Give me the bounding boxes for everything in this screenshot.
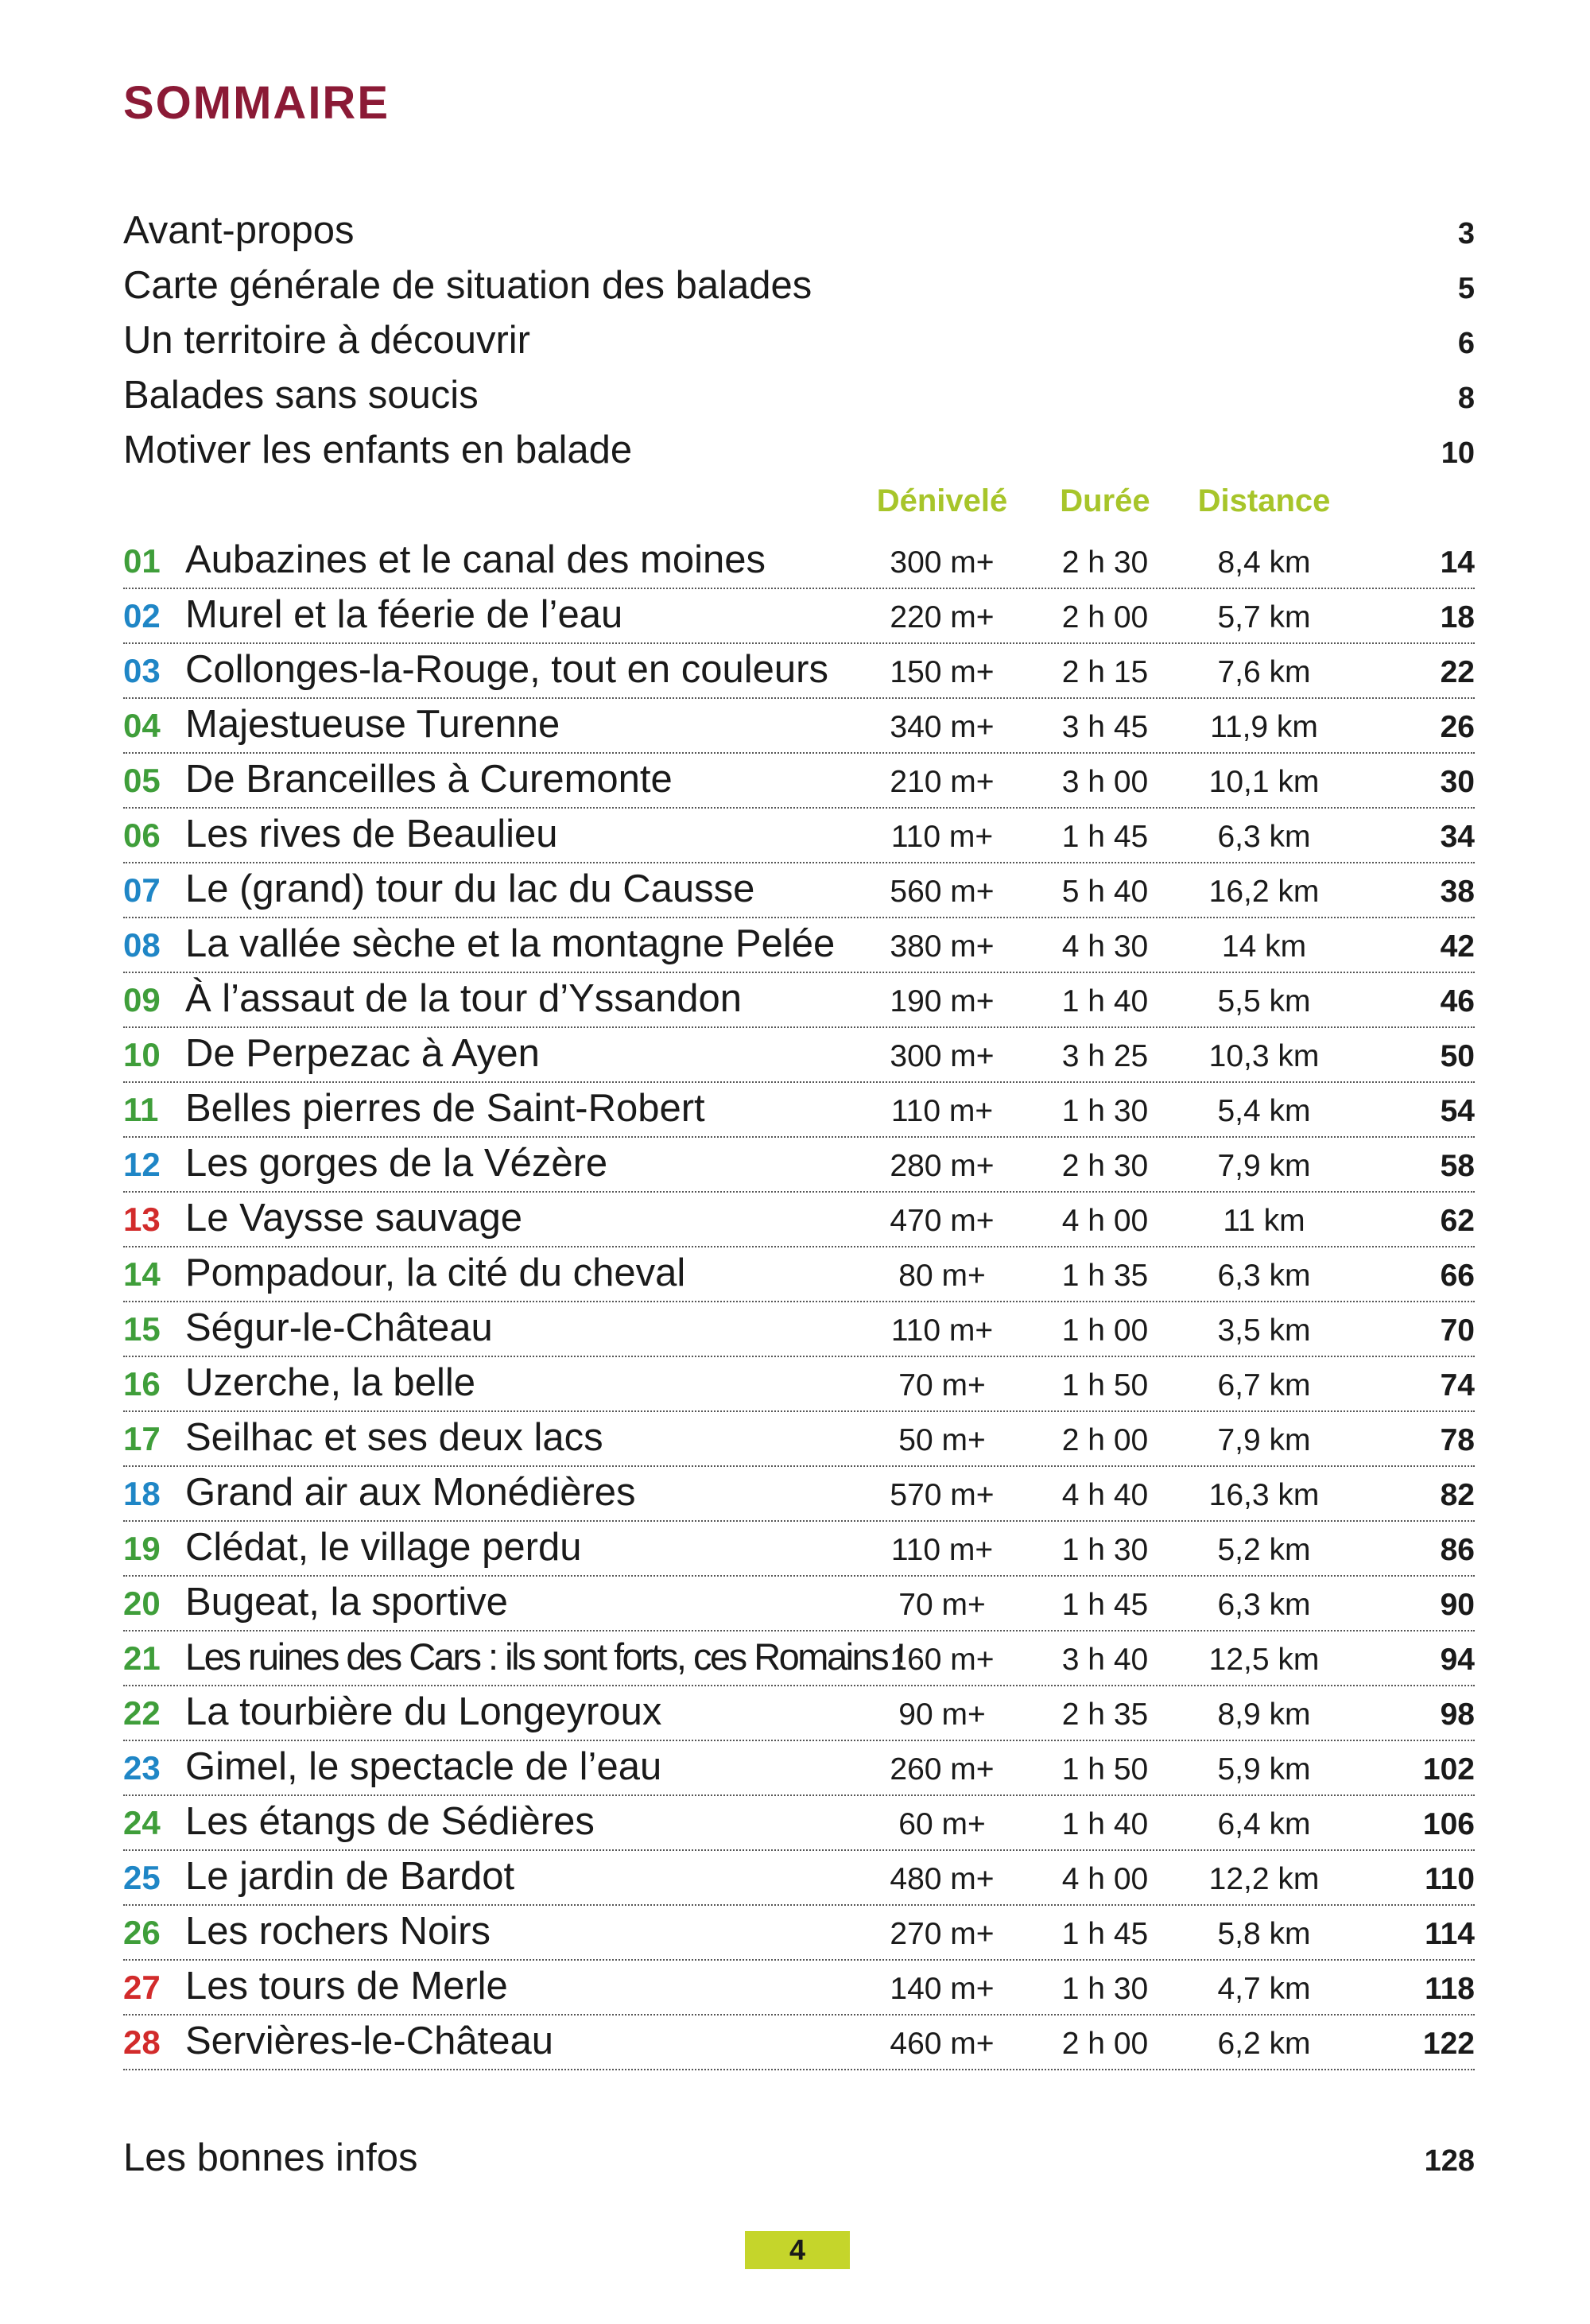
walk-row[interactable] <box>123 1138 1475 1193</box>
walk-name: Les rochers Noirs <box>185 1910 491 1953</box>
walk-page: 118 <box>1425 1972 1475 2006</box>
intro-item-label: Avant-propos <box>123 209 355 252</box>
walk-denivele: 80 m+ <box>898 1259 986 1293</box>
walk-denivele: 560 m+ <box>890 875 995 909</box>
walk-row[interactable] <box>123 1247 1475 1302</box>
walk-name: Pompadour, la cité du cheval <box>185 1251 686 1294</box>
walk-name: La tourbière du Longeyroux <box>185 1690 662 1733</box>
intro-item-label: Carte générale de situation des balades <box>123 264 812 307</box>
walk-name: Collonges-la-Rouge, tout en couleurs <box>185 648 828 691</box>
walk-distance: 5,7 km <box>1217 600 1311 634</box>
walk-name: Les ruines des Cars : ils sont forts, ces Romains ! <box>185 1635 905 1678</box>
header-duree: Durée <box>1060 483 1150 518</box>
walk-page: 102 <box>1422 1752 1475 1787</box>
walk-duree: 4 h 40 <box>1061 1478 1149 1512</box>
walk-duree: 2 h 00 <box>1061 600 1149 634</box>
walk-name: Les gorges de la Vézère <box>185 1142 608 1185</box>
walk-distance: 6,3 km <box>1217 1259 1311 1293</box>
walk-duree: 2 h 15 <box>1061 655 1149 689</box>
walk-row[interactable] <box>123 1577 1475 1631</box>
walk-denivele: 110 m+ <box>890 1094 994 1128</box>
walk-distance: 12,5 km <box>1208 1643 1320 1677</box>
walk-denivele: 110 m+ <box>890 1313 994 1348</box>
walk-page: 114 <box>1425 1917 1475 1951</box>
walk-duree: 1 h 00 <box>1061 1313 1149 1348</box>
walk-number: 05 <box>123 762 161 799</box>
walk-duree: 4 h 00 <box>1061 1204 1149 1238</box>
walk-name: Le jardin de Bardot <box>185 1855 515 1898</box>
walk-name: Gimel, le spectacle de l’eau <box>185 1745 662 1788</box>
walk-distance: 7,9 km <box>1217 1423 1311 1457</box>
walk-row[interactable] <box>123 809 1475 863</box>
walk-page: 98 <box>1440 1697 1475 1732</box>
walk-name: Majestueuse Turenne <box>185 703 560 746</box>
walk-name: De Perpezac à Ayen <box>185 1032 540 1075</box>
walk-duree: 1 h 30 <box>1061 1533 1149 1567</box>
walk-number: 28 <box>123 2023 161 2061</box>
walk-distance: 5,4 km <box>1217 1094 1311 1128</box>
walk-duree: 3 h 40 <box>1061 1643 1149 1677</box>
walk-distance: 10,3 km <box>1208 1039 1320 1073</box>
walk-denivele: 70 m+ <box>898 1368 986 1403</box>
walk-duree: 1 h 45 <box>1061 1917 1149 1951</box>
walk-name: Seilhac et ses deux lacs <box>185 1416 603 1459</box>
walk-distance: 16,2 km <box>1208 875 1320 909</box>
walk-page: 54 <box>1440 1094 1475 1128</box>
intro-item[interactable] <box>123 208 1475 263</box>
walk-number: 21 <box>123 1639 161 1677</box>
walk-distance: 6,7 km <box>1217 1368 1311 1403</box>
intro-item-page: 8 <box>1457 382 1475 415</box>
walk-row[interactable] <box>123 1631 1475 1686</box>
walk-number: 24 <box>123 1804 161 1841</box>
walk-duree: 2 h 00 <box>1061 2027 1149 2061</box>
walk-denivele: 260 m+ <box>890 1752 995 1787</box>
walk-name: Les étangs de Sédières <box>185 1800 595 1843</box>
walk-page: 42 <box>1440 929 1475 964</box>
walk-list <box>123 534 1475 2070</box>
header-distance: Distance <box>1197 483 1331 518</box>
walk-denivele: 270 m+ <box>890 1917 995 1951</box>
walk-row[interactable] <box>123 2016 1475 2070</box>
walk-name: Grand air aux Monédières <box>185 1471 636 1514</box>
intro-item-label: Balades sans soucis <box>123 374 479 417</box>
walk-distance: 5,2 km <box>1217 1533 1311 1567</box>
walk-denivele: 480 m+ <box>890 1862 995 1896</box>
walk-distance: 5,9 km <box>1217 1752 1311 1787</box>
walk-duree: 2 h 30 <box>1061 1149 1149 1183</box>
walk-distance: 6,4 km <box>1217 1807 1311 1841</box>
walk-row[interactable] <box>123 534 1475 589</box>
walk-number: 06 <box>123 817 161 854</box>
walk-number: 13 <box>123 1201 161 1238</box>
walk-name: Le (grand) tour du lac du Causse <box>185 867 755 910</box>
walk-distance: 7,6 km <box>1217 655 1311 689</box>
walk-denivele: 300 m+ <box>890 545 995 580</box>
walk-row[interactable] <box>123 1686 1475 1741</box>
walk-number: 23 <box>123 1749 161 1787</box>
intro-item-page: 3 <box>1457 217 1475 250</box>
walk-distance: 8,9 km <box>1217 1697 1311 1732</box>
walk-row[interactable] <box>123 1906 1475 1961</box>
walk-denivele: 570 m+ <box>890 1478 995 1512</box>
walk-number: 11 <box>123 1091 159 1128</box>
walk-row[interactable] <box>123 1467 1475 1522</box>
walk-distance: 8,4 km <box>1217 545 1311 580</box>
walk-number: 17 <box>123 1420 161 1457</box>
walk-denivele: 220 m+ <box>890 600 995 634</box>
walk-page: 14 <box>1440 545 1475 580</box>
walk-page: 78 <box>1440 1423 1475 1457</box>
intro-item[interactable] <box>123 428 1475 483</box>
walk-page: 30 <box>1440 765 1475 799</box>
walk-page: 50 <box>1440 1039 1475 1073</box>
walk-number: 12 <box>123 1146 161 1183</box>
walk-row[interactable] <box>123 1741 1475 1796</box>
intro-item[interactable] <box>123 263 1475 318</box>
walk-row[interactable] <box>123 863 1475 918</box>
walk-number: 22 <box>123 1694 161 1732</box>
walk-denivele: 140 m+ <box>890 1972 995 2006</box>
walk-page: 46 <box>1440 984 1475 1018</box>
walk-denivele: 50 m+ <box>898 1423 986 1457</box>
walk-denivele: 60 m+ <box>898 1807 986 1841</box>
walk-page: 22 <box>1440 655 1475 689</box>
walk-page: 38 <box>1440 875 1475 909</box>
walk-duree: 2 h 30 <box>1061 545 1149 580</box>
footer-item-label: Les bonnes infos <box>123 2136 418 2179</box>
walk-denivele: 110 m+ <box>890 1533 994 1567</box>
walk-page: 58 <box>1440 1149 1475 1183</box>
walk-page: 70 <box>1440 1313 1475 1348</box>
walk-distance: 4,7 km <box>1217 1972 1311 2006</box>
header-denivele: Dénivelé <box>876 483 1008 518</box>
walk-denivele: 150 m+ <box>890 655 995 689</box>
walk-row[interactable] <box>123 1028 1475 1083</box>
walk-name: Les rives de Beaulieu <box>185 813 558 855</box>
walk-page: 106 <box>1422 1807 1475 1841</box>
walk-number: 09 <box>123 981 161 1018</box>
walk-number: 04 <box>123 707 161 744</box>
walk-page: 34 <box>1440 820 1475 854</box>
walk-denivele: 70 m+ <box>898 1588 986 1622</box>
walk-duree: 2 h 35 <box>1061 1697 1149 1732</box>
walk-number: 10 <box>123 1036 161 1073</box>
walk-row[interactable] <box>123 1961 1475 2016</box>
walk-number: 18 <box>123 1475 161 1512</box>
walk-denivele: 90 m+ <box>898 1697 986 1732</box>
walk-distance: 5,5 km <box>1217 984 1311 1018</box>
walk-number: 27 <box>123 1969 161 2006</box>
walk-duree: 1 h 50 <box>1061 1752 1149 1787</box>
walk-duree: 2 h 00 <box>1061 1423 1149 1457</box>
walk-row[interactable] <box>123 699 1475 754</box>
intro-item-page: 10 <box>1441 436 1475 470</box>
walk-page: 62 <box>1440 1204 1475 1238</box>
walk-denivele: 460 m+ <box>890 2027 995 2061</box>
walk-denivele: 470 m+ <box>890 1204 995 1238</box>
walk-page: 66 <box>1440 1259 1475 1293</box>
walk-name: Clédat, le village perdu <box>185 1526 582 1569</box>
walk-number: 08 <box>123 926 161 964</box>
walk-denivele: 210 m+ <box>890 765 995 799</box>
intro-item-label: Motiver les enfants en balade <box>123 429 633 471</box>
walk-distance: 16,3 km <box>1208 1478 1320 1512</box>
walk-distance: 7,9 km <box>1217 1149 1311 1183</box>
walk-denivele: 340 m+ <box>890 710 995 744</box>
walk-name: Les tours de Merle <box>185 1965 508 2008</box>
walk-distance: 3,5 km <box>1217 1313 1311 1348</box>
walk-duree: 1 h 30 <box>1061 1972 1149 2006</box>
walk-page: 26 <box>1440 710 1475 744</box>
intro-item-page: 6 <box>1457 327 1475 360</box>
walk-duree: 1 h 45 <box>1061 820 1149 854</box>
walk-name: À l’assaut de la tour d’Yssandon <box>185 977 743 1020</box>
walk-duree: 3 h 00 <box>1061 765 1149 799</box>
walk-number: 07 <box>123 871 161 909</box>
walk-page: 110 <box>1425 1862 1475 1896</box>
walk-row[interactable] <box>123 1193 1475 1247</box>
walk-distance: 6,3 km <box>1217 820 1311 854</box>
page-number: 4 <box>745 2231 850 2269</box>
walk-name: La vallée sèche et la montagne Pelée <box>185 922 836 965</box>
walk-duree: 1 h 30 <box>1061 1094 1149 1128</box>
walk-number: 20 <box>123 1585 161 1622</box>
walk-duree: 1 h 50 <box>1061 1368 1149 1403</box>
walk-page: 90 <box>1440 1588 1475 1622</box>
walk-row[interactable] <box>123 1083 1475 1138</box>
walk-row[interactable] <box>123 1796 1475 1851</box>
page-title: SOMMAIRE <box>123 77 390 129</box>
walk-page: 74 <box>1440 1368 1475 1403</box>
walk-name: Servières-le-Château <box>185 2019 553 2062</box>
walk-number: 01 <box>123 542 161 580</box>
walk-distance: 6,2 km <box>1217 2027 1311 2061</box>
walk-name: Ségur-le-Château <box>185 1306 493 1349</box>
walk-number: 25 <box>123 1859 161 1896</box>
walk-page: 18 <box>1440 600 1475 634</box>
walk-distance: 14 km <box>1221 929 1307 964</box>
walk-row[interactable] <box>123 973 1475 1028</box>
walk-number: 15 <box>123 1310 161 1348</box>
walk-row[interactable] <box>123 644 1475 699</box>
walk-row[interactable] <box>123 589 1475 644</box>
walk-row[interactable] <box>123 754 1475 809</box>
walk-page: 122 <box>1422 2027 1475 2061</box>
walk-denivele: 190 m+ <box>890 984 995 1018</box>
walk-denivele: 110 m+ <box>890 820 994 854</box>
walk-number: 14 <box>123 1255 161 1293</box>
walk-distance: 10,1 km <box>1208 765 1320 799</box>
walk-page: 82 <box>1440 1478 1475 1512</box>
walk-page: 86 <box>1440 1533 1475 1567</box>
footer-item[interactable] <box>123 2136 1475 2180</box>
walk-duree: 1 h 45 <box>1061 1588 1149 1622</box>
intro-item-page: 5 <box>1457 272 1475 305</box>
walk-page: 94 <box>1440 1643 1475 1677</box>
walk-denivele: 380 m+ <box>890 929 995 964</box>
walk-distance: 11,9 km <box>1210 710 1318 744</box>
walk-distance: 12,2 km <box>1208 1862 1320 1896</box>
walk-denivele: 160 m+ <box>890 1643 995 1677</box>
walk-row[interactable] <box>123 1302 1475 1357</box>
walk-name: Belles pierres de Saint-Robert <box>185 1087 705 1130</box>
walk-number: 03 <box>123 652 161 689</box>
walk-duree: 3 h 45 <box>1061 710 1149 744</box>
column-headers <box>0 483 1590 523</box>
walk-duree: 4 h 30 <box>1061 929 1149 964</box>
footer-item-page: 128 <box>1424 2144 1475 2178</box>
walk-denivele: 300 m+ <box>890 1039 995 1073</box>
walk-distance: 11 km <box>1223 1204 1305 1238</box>
walk-number: 16 <box>123 1365 161 1403</box>
walk-row[interactable] <box>123 1357 1475 1412</box>
walk-duree: 1 h 40 <box>1061 984 1149 1018</box>
walk-row[interactable] <box>123 1851 1475 1906</box>
walk-duree: 1 h 35 <box>1061 1259 1149 1293</box>
walk-row[interactable] <box>123 1412 1475 1467</box>
walk-name: Bugeat, la sportive <box>185 1581 508 1624</box>
walk-duree: 3 h 25 <box>1061 1039 1149 1073</box>
walk-distance: 5,8 km <box>1217 1917 1311 1951</box>
walk-name: Aubazines et le canal des moines <box>185 538 766 581</box>
walk-duree: 5 h 40 <box>1061 875 1149 909</box>
walk-row[interactable] <box>123 1522 1475 1577</box>
walk-distance: 6,3 km <box>1217 1588 1311 1622</box>
walk-name: Murel et la féerie de l’eau <box>185 593 623 636</box>
intro-list <box>123 208 1475 483</box>
walk-duree: 1 h 40 <box>1061 1807 1149 1841</box>
walk-row[interactable] <box>123 918 1475 973</box>
walk-duree: 4 h 00 <box>1061 1862 1149 1896</box>
walk-number: 19 <box>123 1530 161 1567</box>
intro-item[interactable] <box>123 318 1475 373</box>
walk-denivele: 280 m+ <box>890 1149 995 1183</box>
intro-item[interactable] <box>123 373 1475 428</box>
walk-name: Le Vaysse sauvage <box>185 1197 523 1240</box>
intro-item-label: Un territoire à découvrir <box>123 319 530 362</box>
walk-number: 02 <box>123 597 161 634</box>
walk-name: Uzerche, la belle <box>185 1361 475 1404</box>
walk-name: De Branceilles à Curemonte <box>185 758 673 801</box>
walk-number: 26 <box>123 1914 161 1951</box>
